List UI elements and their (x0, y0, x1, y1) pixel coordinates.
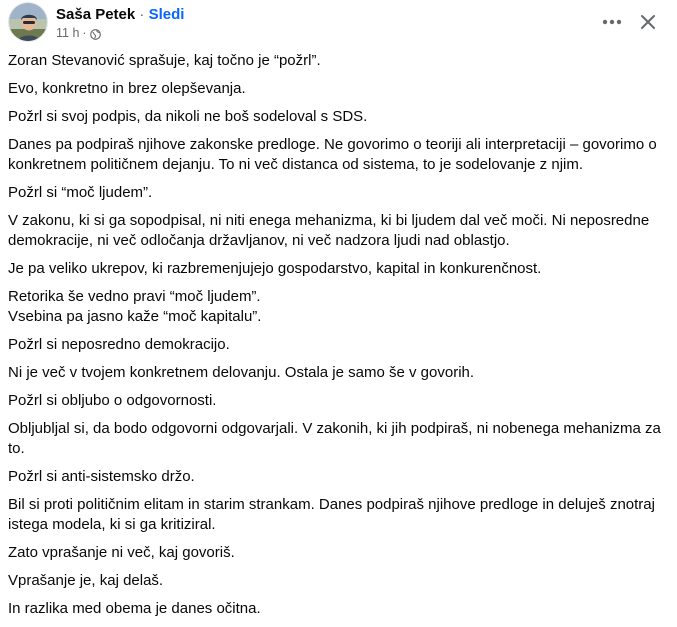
post-meta (56, 25, 101, 41)
post-paragraph: Evo, konkretno in brez olepševanja. (8, 80, 246, 97)
post-paragraph: Ni je več v tvojem konkretnem delovanju. Ostala je samo še v govorih. (8, 364, 475, 381)
post-paragraph: Vprašanje je, kaj delaš. (8, 572, 164, 589)
avatar-photo-icon (9, 3, 48, 42)
close-button[interactable] (632, 6, 664, 38)
post-header (8, 2, 669, 44)
post-paragraph: Požrl si neposredno demokracijo. (8, 336, 230, 353)
post-time[interactable]: 11 h (56, 26, 80, 40)
post-text (8, 51, 670, 627)
more-options-button[interactable] (596, 8, 628, 36)
post-paragraph: Retorika še vedno pravi “moč ljudem”. (8, 288, 261, 305)
avatar[interactable] (8, 2, 48, 42)
close-icon (640, 14, 656, 30)
post-paragraph: V zakonu, ki si ga sopodpisal, ni niti enega mehanizma, ki bi ljudem dal več moči. Ni neposredne demokracije, ni več odločanja državljanov, ni več nadzora ljudi nad oblastjo. (8, 212, 650, 249)
post-paragraph: Vsebina pa jasno kaže “moč kapitalu”. (8, 308, 262, 325)
post-paragraph: Požrl si svoj podpis, da nikoli ne boš sodeloval s SDS. (8, 108, 368, 125)
post-paragraph: Zoran Stevanović sprašuje, kaj točno je “požrl”. (8, 52, 321, 69)
globe-icon[interactable] (90, 28, 101, 39)
author-row (56, 5, 184, 24)
follow-button[interactable]: Sledi (148, 6, 185, 23)
post-paragraph: Požrl si anti-sistemsko držo. (8, 468, 195, 485)
more-options-icon (602, 19, 622, 25)
post-paragraph: Bil si proti političnim elitam in starim strankam. Danes podpiraš njihove predloge in deluješ znotraj istega modela, ki si ga kritiziral. (8, 496, 655, 533)
post-paragraph: Obljubljal si, da bodo odgovorni odgovarjali. V zakonih, ki jih podpiraš, ni nobenega mehanizma za to. (8, 420, 661, 457)
post-paragraph: Požrl si obljubo o odgovornosti. (8, 392, 217, 409)
time-separator: · (82, 26, 87, 40)
author-name[interactable]: Saša Petek (56, 6, 136, 23)
post-paragraph: Požrl si “moč ljudem”. (8, 184, 153, 201)
post-paragraph: Danes pa podpiraš njihove zakonske predloge. Ne govorimo o teoriji ali interpretaciji – govorimo o konkretnem političnem dejanju. To ni več distanca od sistema, to je sodelovanje z njim. (8, 136, 657, 173)
post-paragraph: In razlika med obema je danes očitna. (8, 600, 261, 617)
post-paragraph: Je pa veliko ukrepov, ki razbremenjujejo gospodarstvo, kapital in konkurenčnost. (8, 260, 542, 277)
name-separator: · (139, 6, 145, 23)
post-paragraph: Zato vprašanje ni več, kaj govoriš. (8, 544, 235, 561)
